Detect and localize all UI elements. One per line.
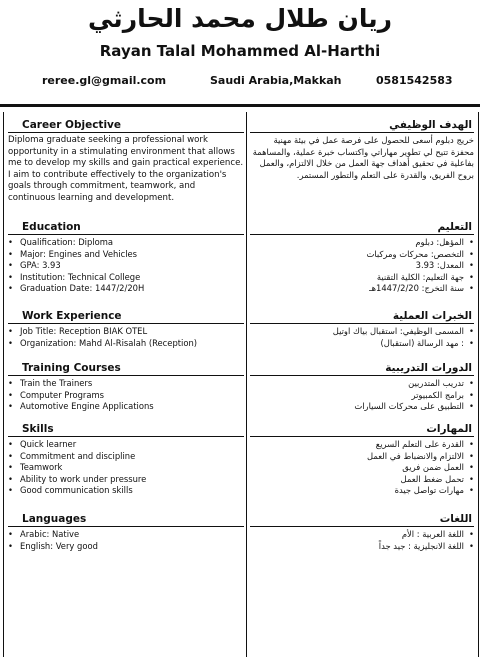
list-item: • Train the Trainers xyxy=(8,378,244,390)
name-arabic: ريان طلال محمد الحارثي xyxy=(88,4,392,33)
list-item: • Graduation Date: 1447/2/20H xyxy=(8,283,244,295)
section-title: Work Experience xyxy=(8,309,244,324)
list-item: • اللغة الانجليزية : جيد جداً xyxy=(250,541,474,553)
section-title: Training Courses xyxy=(8,361,244,376)
education-ar-section xyxy=(250,220,474,295)
education-section xyxy=(8,220,244,295)
education-ar-list xyxy=(250,237,474,295)
list-item: • Organization: Mahd Al-Risalah (Reception) xyxy=(8,338,244,350)
section-title: الدورات التدريبية xyxy=(250,361,474,376)
list-item: • : مهد الرسالة (استقبال) xyxy=(250,338,474,350)
skills-ar-section xyxy=(250,422,474,497)
list-item: • اللغة العربية : الأم xyxy=(250,529,474,541)
section-title: التعليم xyxy=(250,220,474,235)
objective-text: Diploma graduate seeking a professional work opportunity in a stimulating environment that allows me to develop my skills and gain practical experience. I aim to contribute effectively to the organization's goals through commitment, teamwork, and continuous learning and development. xyxy=(8,135,244,203)
list-item: • Teamwork xyxy=(8,462,244,474)
list-item: • التخصص: محركات ومركبات xyxy=(250,249,474,261)
section-title: Career Objective xyxy=(8,118,244,133)
list-item: • تدريب المتدربين xyxy=(250,378,474,390)
skills-section xyxy=(8,422,244,497)
work-experience-ar-section xyxy=(250,309,474,349)
list-item: • المؤهل: دبلوم xyxy=(250,237,474,249)
list-item: • سنة التخرج: 1447/2/20هـ xyxy=(250,283,474,295)
career-objective-section xyxy=(8,118,244,205)
list-item: • Institution: Technical College xyxy=(8,272,244,284)
list-item: • تحمل ضغط العمل xyxy=(250,474,474,486)
training-ar-list xyxy=(250,378,474,413)
career-objective-ar-section xyxy=(250,118,474,181)
list-item: • المسمى الوظيفي: استقبال بياك اوتيل xyxy=(250,326,474,338)
list-item: • Commitment and discipline xyxy=(8,451,244,463)
list-item: • Arabic: Native xyxy=(8,529,244,541)
list-item: • برامج الكمبيوتر xyxy=(250,390,474,402)
training-section xyxy=(8,361,244,413)
work-experience-section xyxy=(8,309,244,349)
objective-text-ar: خريج دبلوم أسعى للحصول على فرصة عمل في بيئة مهنية محفزة تتيح لي تطوير مهاراتي واكتساب خبرة عملية، والمساهمة بفاعلية في تحقيق أهداف جهة العمل من خلال الالتزام، والعمل بروح الفريق، والقدرة على التعلم والتطور المستمر. xyxy=(252,135,474,180)
experience-ar-list xyxy=(250,326,474,349)
section-title: Languages xyxy=(8,512,244,527)
list-item: • مهارات تواصل جيدة xyxy=(250,485,474,497)
phone-text: 0581542583 xyxy=(376,74,453,87)
languages-ar-list xyxy=(250,529,474,552)
list-item: • الالتزام والانضباط في العمل xyxy=(250,451,474,463)
list-item: • المعدل: 3.93 xyxy=(250,260,474,272)
header-rule xyxy=(0,104,480,107)
location-text: Saudi Arabia,Makkah xyxy=(210,74,342,87)
list-item: • Computer Programs xyxy=(8,390,244,402)
languages-section xyxy=(8,512,244,552)
list-item: • Automotive Engine Applications xyxy=(8,401,244,413)
list-item: • Job Title: Reception BIAK OTEL xyxy=(8,326,244,338)
list-item: • Ability to work under pressure xyxy=(8,474,244,486)
languages-list xyxy=(8,529,244,552)
list-item: • العمل ضمن فريق xyxy=(250,462,474,474)
list-item: • Qualification: Diploma xyxy=(8,237,244,249)
list-item: • GPA: 3.93 xyxy=(8,260,244,272)
list-item: • Good communication skills xyxy=(8,485,244,497)
training-ar-section xyxy=(250,361,474,413)
list-item: • القدرة على التعلم السريع xyxy=(250,439,474,451)
list-item: • Major: Engines and Vehicles xyxy=(8,249,244,261)
list-item: • جهة التعليم: الكلية التقنية xyxy=(250,272,474,284)
column-divider xyxy=(246,112,247,657)
list-item: • Quick learner xyxy=(8,439,244,451)
training-list xyxy=(8,378,244,413)
experience-list xyxy=(8,326,244,349)
list-item: • English: Very good xyxy=(8,541,244,553)
name-english: Rayan Talal Mohammed Al-Harthi xyxy=(99,42,381,60)
section-title: المهارات xyxy=(250,422,474,437)
education-list xyxy=(8,237,244,295)
languages-ar-section xyxy=(250,512,474,552)
section-title: Skills xyxy=(8,422,244,437)
section-title: اللغات xyxy=(250,512,474,527)
email-text: reree.gl@gmail.com xyxy=(42,74,167,87)
section-title: الهدف الوظيفي xyxy=(250,118,474,133)
section-title: الخبرات العملية xyxy=(250,309,474,324)
section-title: Education xyxy=(8,220,244,235)
list-item: • التطبيق على محركات السيارات xyxy=(250,401,474,413)
skills-list xyxy=(8,439,244,497)
skills-ar-list xyxy=(250,439,474,497)
contact-row xyxy=(0,74,480,92)
